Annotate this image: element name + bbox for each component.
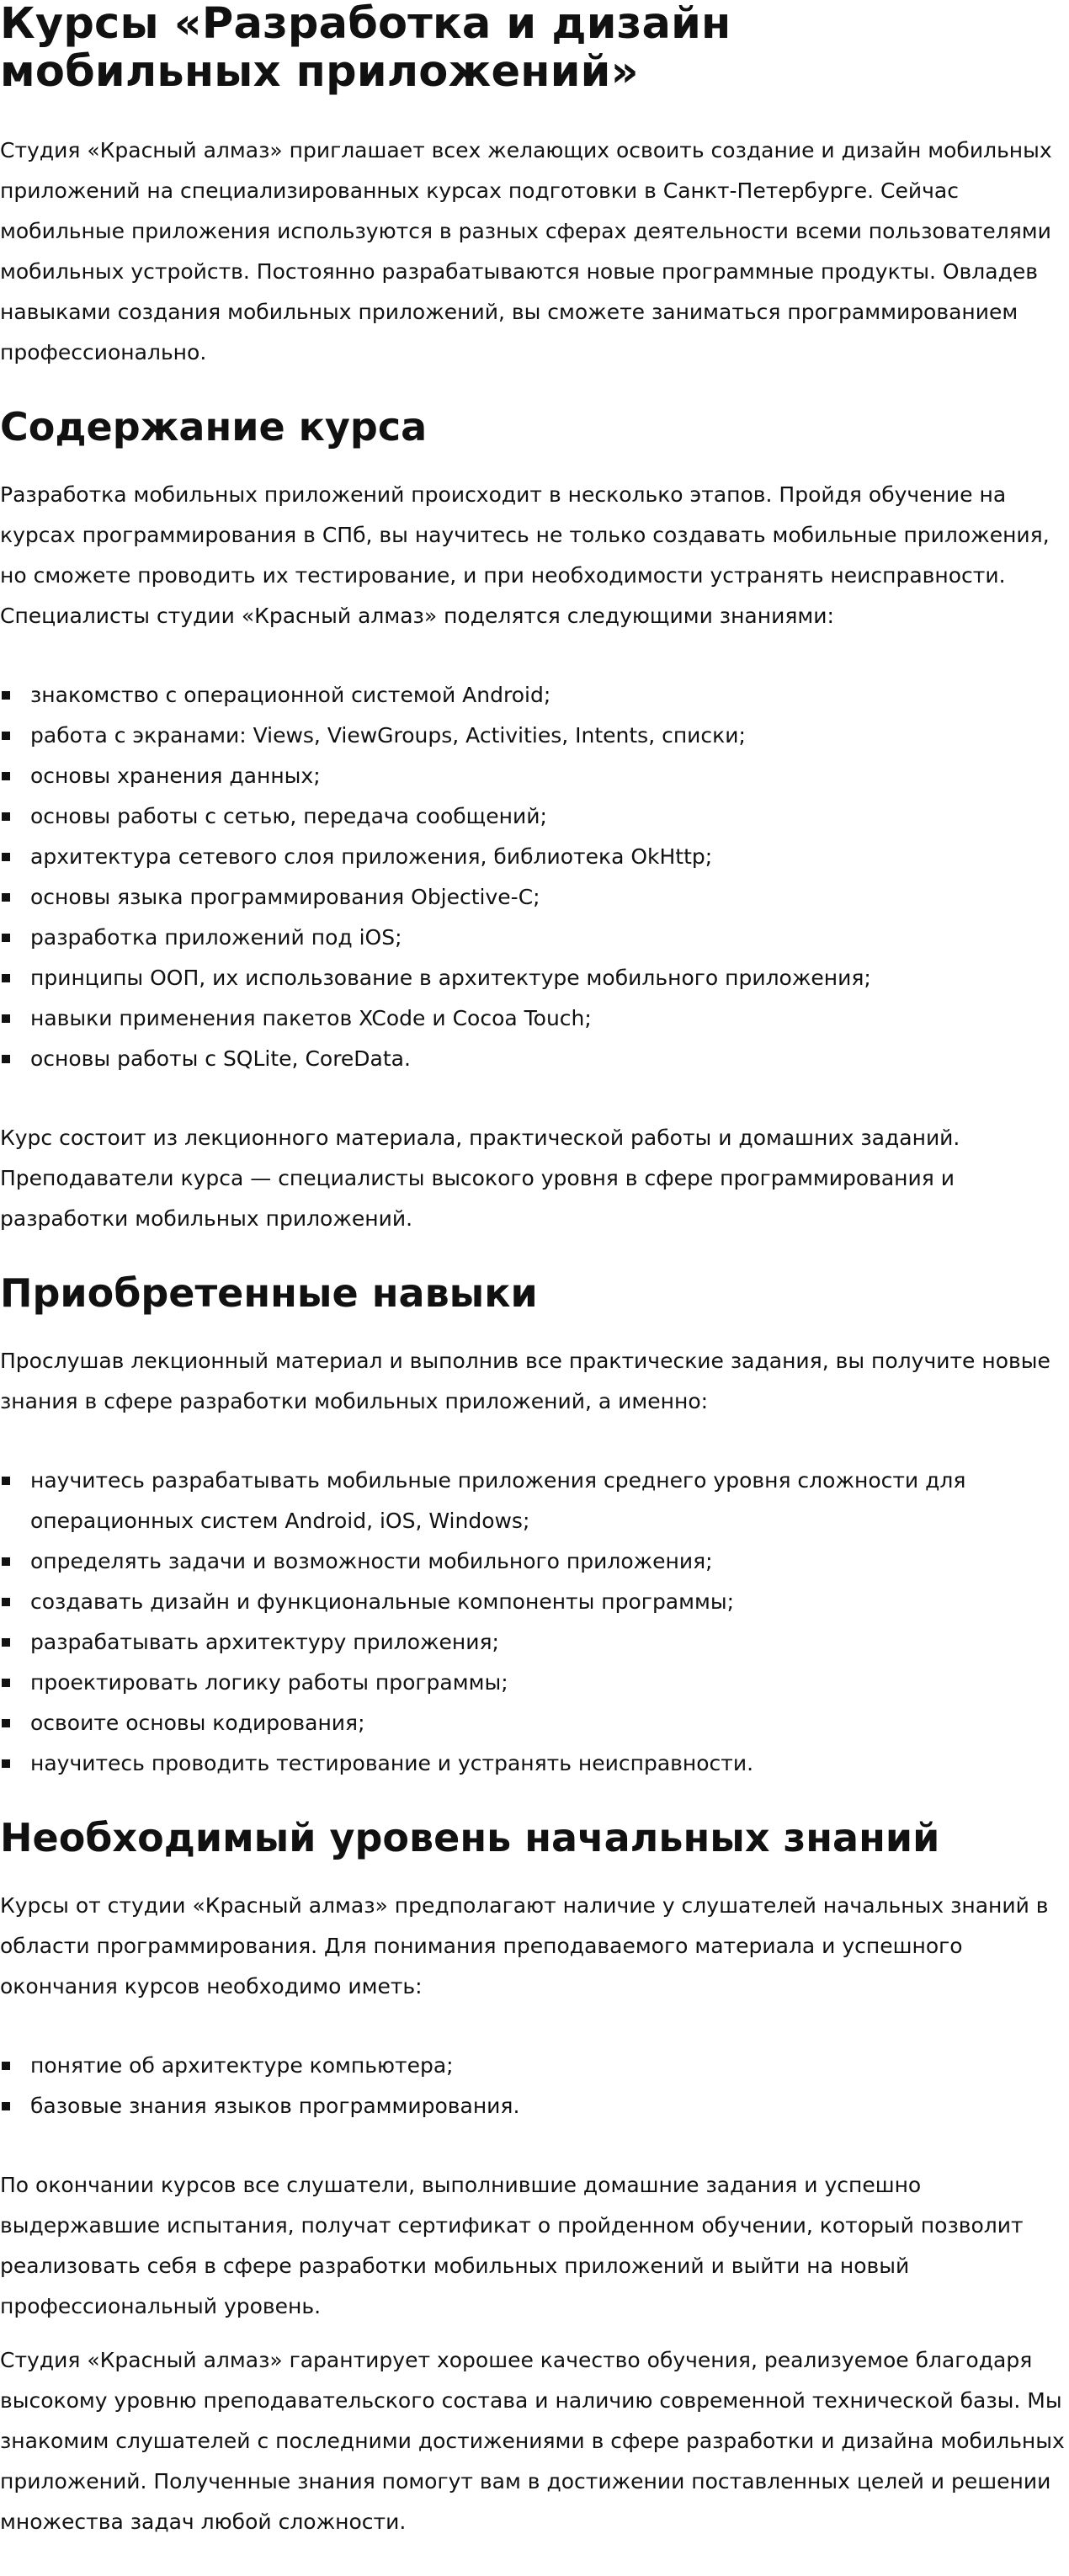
course-structure-paragraph: Курс состоит из лекционного материала, практической работы и домашних заданий. Преподаватели курса — специалисты высокого уровня в сфере программирования и разработки мобильных приложений. xyxy=(0,1126,960,1231)
list-item: освоите основы кодирования; xyxy=(30,1703,1069,1743)
list-item: навыки применения пакетов XCode и Cocoa Touch; xyxy=(30,998,1069,1039)
quality-paragraph: Студия «Красный алмаз» гарантирует хорошее качество обучения, реализуемое благодаря высокому уровню преподавательского состава и наличию современной технической базы. Мы знакомим слушателей с последними достижениями в сфере разработки и дизайна мобильных приложений. Полученные знания помогут вам в достижении поставленных целей и решении множества задач любой сложности. xyxy=(0,2348,1065,2534)
acquired-skills-paragraph: Прослушав лекционный материал и выполнив все практические задания, вы получите новые знания в сфере разработки мобильных приложений, а именно: xyxy=(0,1349,1050,1413)
list-item: создавать дизайн и функциональные компоненты программы; xyxy=(30,1582,1069,1622)
section-heading-required-knowledge: Необходимый уровень начальных знаний xyxy=(0,1815,940,1860)
course-content-paragraph: Разработка мобильных приложений происходит в несколько этапов. Пройдя обучение на курсах программирования в СПб, вы научитесь не только создавать мобильные приложения, но сможете проводить их тестирование, и при необходимости устранять неисправности. Специалисты студии «Красный алмаз» поделятся следующими знаниями: xyxy=(0,482,1050,628)
list-item: понятие об архитектуре компьютера; xyxy=(30,2046,1069,2086)
page-title xyxy=(0,0,1069,96)
page-title-line1: Курсы «Разработка и дизайн xyxy=(0,0,731,49)
section-heading-acquired-skills: Приобретенные навыки xyxy=(0,1270,538,1316)
list-item: принципы ООП, их использование в архитектуре мобильного приложения; xyxy=(30,958,1069,998)
list-item: проектировать логику работы программы; xyxy=(30,1663,1069,1703)
certificate-paragraph: По окончании курсов все слушатели, выполнившие домашние задания и успешно выдержавшие испытания, получат сертификат о пройденном обучении, который позволит реализовать себя в сфере разработки мобильных приложений и выйти на новый профессиональный уровень. xyxy=(0,2173,1024,2318)
page-title-line2: мобильных приложений» xyxy=(0,47,639,97)
list-item: базовые знания языков программирования. xyxy=(30,2086,1069,2126)
required-knowledge-paragraph: Курсы от студии «Красный алмаз» предполагают наличие у слушателей начальных знаний в области программирования. Для понимания преподаваемого материала и успешного окончания курсов необходимо иметь: xyxy=(0,1893,1049,1999)
section-heading-course-content: Содержание курса xyxy=(0,404,428,450)
list-item: разработка приложений под iOS; xyxy=(30,918,1069,958)
list-item: основы работы с SQLite, CoreData. xyxy=(30,1039,1069,1079)
prerequisites-list xyxy=(0,2046,1069,2126)
list-item: разрабатывать архитектуру приложения; xyxy=(30,1622,1069,1663)
list-item: основы хранения данных; xyxy=(30,756,1069,796)
list-item: научитесь разрабатывать мобильные приложения среднего уровня сложности для операционных систем Android, iOS, Windows; xyxy=(30,1461,1069,1541)
list-item: основы языка программирования Objective-C; xyxy=(30,877,1069,918)
list-item: основы работы с сетью, передача сообщений; xyxy=(30,796,1069,837)
course-topics-list xyxy=(0,675,1069,1079)
list-item: работа с экранами: Views, ViewGroups, Activities, Intents, списки; xyxy=(30,716,1069,756)
list-item: знакомство с операционной системой Android; xyxy=(30,675,1069,716)
intro-paragraph: Студия «Красный алмаз» приглашает всех желающих освоить создание и дизайн мобильных приложений на специализированных курсах подготовки в Санкт-Петербурге. Сейчас мобильные приложения используются в разных сферах деятельности всеми пользователями мобильных устройств. Постоянно разрабатываются новые программные продукты. Овладев навыками создания мобильных приложений, вы сможете заниматься программированием профессионально. xyxy=(0,138,1052,365)
list-item: определять задачи и возможности мобильного приложения; xyxy=(30,1541,1069,1582)
skills-list xyxy=(0,1461,1069,1784)
list-item: архитектура сетевого слоя приложения, библиотека OkHttp; xyxy=(30,837,1069,877)
list-item: научитесь проводить тестирование и устранять неисправности. xyxy=(30,1743,1069,1784)
